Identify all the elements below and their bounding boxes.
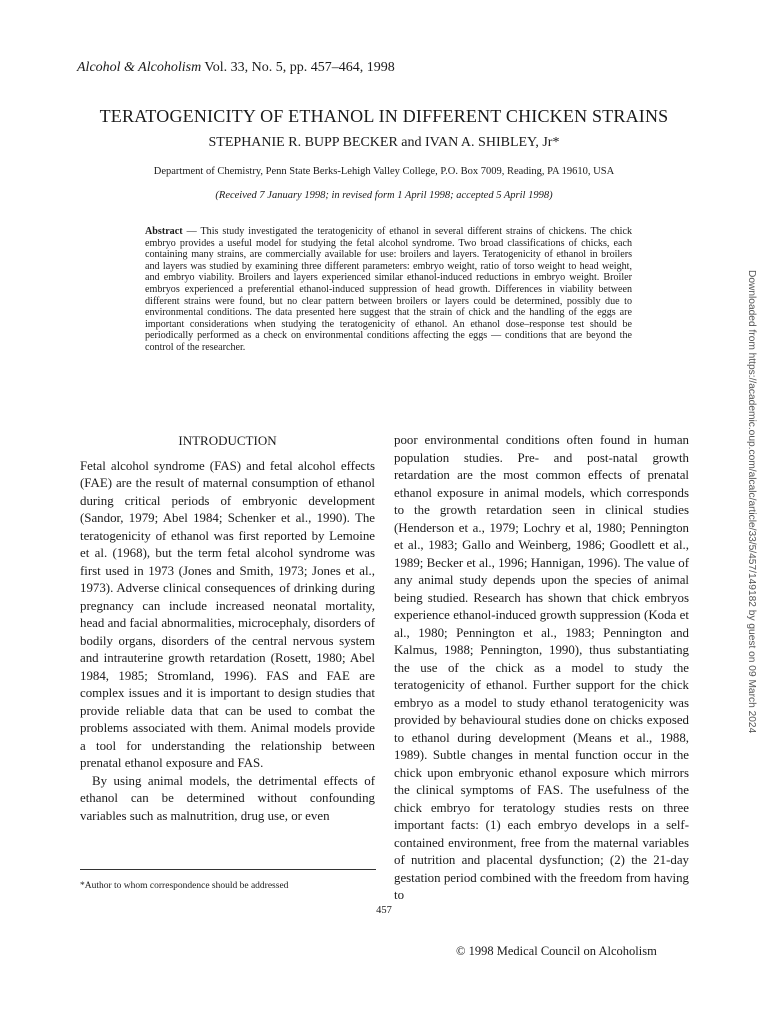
intro-paragraph-1: Fetal alcohol syndrome (FAS) and fetal alcohol effects (FAE) are the result of maternal consumption of ethanol during critical periods of embryonic development (Sandor, 1979; Abel 1984; Schenker et al., 1990). The teratogenicity of ethanol was first reported by Lemoine et al. (1968), but the term fetal alcohol syndrome was first used in 1973 (Jones and Smith, 1973; Jones et al., 1973). Adverse clinical consequences of drinking during pregnancy can include increased neonatal mortality, head and facial abnormalities, microcephaly, disorders of bodily organs, disorders of the central nervous system and intrauterine growth retardation (Rosett, 1980; Abel 1984, 1985; Stromland, 1996). FAS and FAE are complex issues and it is important to design studies that provide reliable data that can be used to combat the problems associated with them. Animal models provide a tool for understanding the relationship between prenatal ethanol exposure and FAS. — [80, 458, 375, 770]
right-column — [394, 432, 689, 905]
intro-paragraph-2: By using animal models, the detrimental effects of ethanol can be determined without confounding variables such as malnutrition, drug use, or even — [80, 773, 375, 823]
page-number: 457 — [376, 905, 392, 916]
journal-volume-info: Vol. 33, No. 5, pp. 457–464, 1998 — [201, 60, 395, 75]
journal-name: Alcohol & Alcoholism — [77, 60, 202, 75]
article-authors: STEPHANIE R. BUPP BECKER and IVAN A. SHIBLEY, Jr* — [208, 135, 560, 150]
author-affiliation: Department of Chemistry, Penn State Berks-Lehigh Valley College, P.O. Box 7009, Reading, PA 19610, USA — [153, 166, 615, 177]
article-title: TERATOGENICITY OF ETHANOL IN DIFFERENT CHICKEN STRAINS — [99, 106, 669, 126]
intro-paragraph-continued: poor environmental conditions often found in human population studies. Pre- and post-natal growth retardation are the most common effects of prenatal ethanol exposure in animal models, which corresponds to the growth retardation seen in clinical studies (Henderson et a., 1979; Lochry et al, 1980; Pennington et al., 1983; Gallo and Weinberg, 1986; Goodlett et al., 1989; Becker et al., 1996; Hannigan, 1996). The value of any animal study depends upon the species of animal being studied. Research has shown that chick embryos experience ethanol-induced growth suppression (Koda et al., 1980; Pennington et al., 1983; Pennington and Kalmus, 1988; Pennington, 1990), thus substantiating the use of the chick as a model to study the teratogenicity of ethanol. Further support for the chick embryo as a model to study ethanol teratogenicity was provided by behavioural studies done on chicks exposed to ethanol during development (Means et al., 1988, 1989). Subtle changes in mental function occur in the chick upon embryonic ethanol exposure which mirrors the clinical symptoms of FAS. The usefulness of the chick embryo for teratology studies rests on three important facts: (1) each embryo develops in a self-contained environment, free from the maternal variables of nutrition and placental dysfunction; (2) the 21-day gestation period combined with the freedom from having to — [394, 433, 689, 902]
abstract-label: Abstract — [145, 226, 183, 237]
abstract-text: — This study investigated the teratogenicity of ethanol in several different strains of chickens. The chick embryo provides a useful model for studying the fetal alcohol syndrome. Two broad classifications of chicks, each containing many strains, are commercially available for use: broilers and layers. Teratogenicity of ethanol in broilers and layers was studied by examining three different parameters: embryo weight, ratio of torso weight to head weight, and embryo viability. Broilers and layers experienced similar ethanol-induced reductions in embryo weight. Broiler embryos experienced a preferential ethanol-induced suppression of head growth. Differences in viability between different strains were found, but no clear pattern between broilers or layers could be determined, possibly due to environmental conditions. The data presented here suggest that the strain of chick and the handling of the eggs are important considerations when studying the teratogenicity of ethanol. An ethanol dose–response test should be periodically performed as a check on environmental conditions affecting the eggs — conditions that are beyond the control of the researcher. — [145, 226, 632, 353]
left-column — [80, 432, 375, 825]
download-watermark: Downloaded from https://academic.oup.com/alcalc/article/33/5/457/149182 by guest on 09 March 2024 — [746, 270, 757, 734]
journal-citation — [77, 60, 395, 76]
footnote: *Author to whom correspondence should be addressed — [80, 881, 289, 891]
abstract — [145, 226, 632, 354]
footnote-divider — [80, 869, 376, 870]
section-heading-introduction: INTRODUCTION — [178, 433, 277, 448]
copyright-notice: © 1998 Medical Council on Alcoholism — [456, 944, 657, 958]
received-dates: (Received 7 January 1998; in revised form 1 April 1998; accepted 5 April 1998) — [215, 190, 553, 201]
